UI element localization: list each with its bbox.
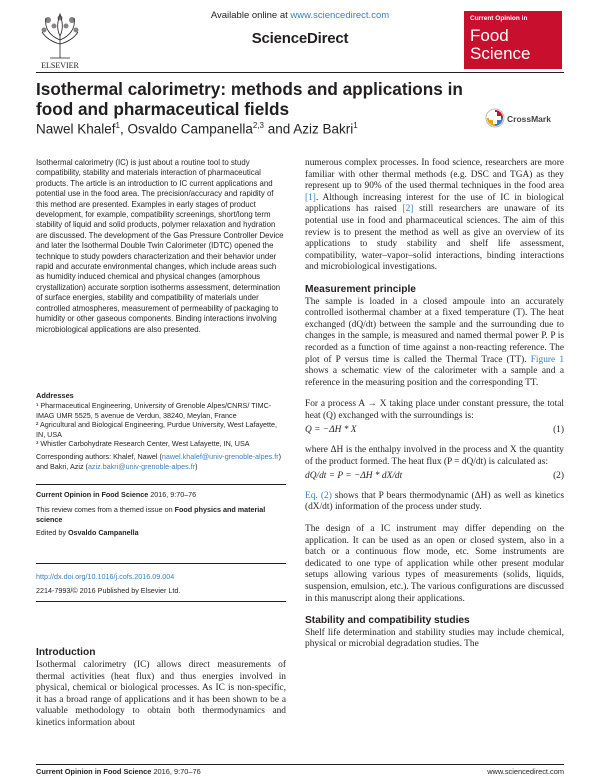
divider [36,563,286,564]
email-link-khalef[interactable]: nawel.khalef@univ-grenoble-alpes.fr [161,452,279,461]
themed-issue-name: Food physics and material science [36,505,266,524]
available-prefix: Available online at [210,10,291,21]
equation-number: (2) [553,471,564,482]
author-affiliation: 1 [115,121,120,130]
corresponding-middle: ) and Bakri, Aziz ( [36,452,282,471]
citation-journal: Current Opinion in Food Science [36,490,149,499]
equation-link[interactable]: Eq. (2) [305,490,332,501]
citation-rest: 2016, 9:70–76 [148,490,197,499]
paragraph-text: The sample is loaded in a closed ampoule into an accurately controlled isothermal chamber at a fixed temperature (T). The heat exchanged (dQ/dt) between the sample and the surrounding due to changes in the sample, is measured and named thermal power P. P is recorded as a function of time against a non-reacting reference. The plot of P versus time is called the Thermal Trace (TT). [305,296,564,365]
abstract [36,158,286,335]
themed-issue-prefix: This review comes from a themed issue on [36,505,175,514]
addresses-heading: Addresses [36,391,74,400]
author-affiliation: 1 [353,121,358,130]
paragraph: where ΔH is the enthalpy involved in the process and X the quantity of the product formed. The heat flux (P = dQ/dt) is calculated as: [305,445,564,467]
journal-badge [464,11,562,69]
elsevier-wordmark: ELSEVIER [41,61,79,70]
editor-name: Osvaldo Campanella [67,528,139,537]
author-separator: and [263,121,294,137]
paragraph-text: still researchers are unaware of its potential use in food and pharmaceutical sciences. The aim of this review is to present the method as well as give an overview of its applications to study stability and shelf life assessment, compatibility, water–vapor–solid interactions, binding interactions and microbiological investigations. [305,204,564,273]
reference-link[interactable]: [2] [402,204,414,215]
section-heading-measurement: Measurement principle [305,283,416,295]
equation-2 [305,471,564,483]
author-name[interactable]: Aziz Bakri [293,121,354,137]
sciencedirect-link[interactable]: www.sciencedirect.com [290,10,390,21]
corresponding-authors [36,452,286,471]
citation-line [36,490,286,499]
themed-issue [36,505,286,524]
paragraph: For a process A → X taking place under constant pressure, the total heat (Q) exchanged with the surroundings is: [305,399,564,421]
paragraph-text: numerous complex processes. In food science, researchers are more familiar with other thermal methods (e.g. DSC and TGA) as they represent up to 90% of the used thermal techniques in the food area [305,158,564,192]
address-item: ² Agricultural and Biological Engineering, Purdue University, West Lafayette, IN, USA [36,420,278,439]
abstract-text: Isothermal calorimetry (IC) is just about a routine tool to study compatibility, stability and materials interaction of pharmaceutical products. The article is an introduction to IC current applications and potential use in the food area. The precision/accuracy and rapidity of this method are presented. Examples in early stages of product development, for example, compatibility screenings, short/long term stability of liquid and solid products, polymer relaxation and hydration are discussed. The development of the Gas Pressure Controller Device and later the Isothermal Double Twin Calorimeter (IDTC) opened the technique to study powders characterization and their behavior under rapid and accurate environmental changes, which include areas such as humidity induced chemical and physical changes (amorphous crystallization) accurate sorption isotherms assessment, determination of surface energies, stability and compatibility of materials under controlled atmospheres, measurement of permeability of packaging to humidity or other gaseous components. Binding interactions involving microbiological applications are also presented. [36,158,284,334]
author-name[interactable]: Nawel Khalef [36,121,116,137]
footer-url[interactable]: www.sciencedirect.com [487,767,564,776]
footer-journal: Current Opinion in Food Science [36,767,152,776]
crossmark-label: CrossMark [507,114,551,124]
paragraph-text: shows that P bears thermodynamic (ΔH) as well as kinetics (dX/dt) information of the process under study. [305,490,564,513]
email-link-bakri[interactable]: aziz.bakri@univ-grenoble-alpes.fr [87,461,196,471]
doi-link[interactable]: http://dx.doi.org/10.1016/j.cofs.2016.09.004 [36,572,175,581]
crossmark-icon [484,107,564,129]
section-heading-introduction: Introduction [36,647,96,658]
paragraph-text: shows a schematic view of the calorimeter with a sample and a reference in the measuring position and the corresponding TT. [305,366,564,388]
journal-badge-science: Science [470,44,531,63]
paragraph [305,158,564,274]
figure-link[interactable]: Figure 1 [530,354,565,365]
paragraph-text: . Although increasing interest for the use of IC in biological applications has raised [305,192,564,215]
footer-citation [36,767,201,776]
edited-by [36,528,286,537]
author-affiliation: 2,3 [252,121,264,130]
equation-1 [305,425,564,437]
footer-divider [36,764,564,765]
address-item: ¹ Pharmaceutical Engineering, University of Grenoble Alpes/CNRS/ TIMC-IMAG UMR 5525, 5 avenue de Verdun, 38240, Meylan, France [36,401,272,420]
corresponding-prefix: Corresponding authors: Khalef, Nawel ( [36,452,162,461]
edited-prefix: Edited by [36,528,68,537]
section-heading-stability: Stability and compatibility studies [305,615,470,627]
platform-name: ScienceDirect [251,30,349,47]
equation-number: (1) [553,425,564,436]
crossmark-badge[interactable] [484,107,564,129]
copyright: 2214-7993/© 2016 Published by Elsevier Ltd. [36,586,181,595]
introduction-text: Isothermal calorimetry (IC) allows direct measurements of thermal activities (heat flux) and thus energies involved in physical, chemical or biological processes. As IC is non-specific, it has a broad range of applications and it has been shown to be a valuable methodology to obtain both thermodynamics and kinetics information about [36,660,286,728]
equation-text: Q = −ΔH * X [305,425,357,436]
author-list [36,121,358,137]
journal-badge-food: Food [470,26,509,45]
paragraph: The design of a IC instrument may differ depending on the application. It can be used as an open or closed system, also in a batch or a continuous flow mode, etc. Some instruments are dedicated to one type of application while other present modular setups allowing various types of measurements (solids, liquids, suspension, emulsion, etc.). The various configurations are discussed in this manuscript along their applications. [305,524,564,604]
paragraph [305,491,564,514]
paragraph: Shelf life determination and stability studies may include chemical, physical or microbial degradation studies. The [305,627,564,650]
author-name[interactable]: Osvaldo Campanella [127,121,253,137]
footer-rest: 2016, 9:70–76 [151,767,201,776]
divider [36,484,286,485]
divider [36,601,286,602]
journal-badge-small: Current Opinion in [470,15,528,22]
address-item: ³ Whistler Carbohydrate Research Center, West Lafayette, IN, USA [36,439,250,449]
right-column [305,158,564,661]
equation-text: dQ/dt = P = −ΔH * dX/dt [305,471,403,482]
paragraph [305,297,564,390]
addresses [36,401,286,449]
corresponding-suffix: ) [195,461,198,471]
journal-badge-title [470,27,530,63]
article-title: Isothermal calorimetry: methods and applications in food and pharmaceutical fields [36,79,463,119]
header-divider [36,72,564,73]
reference-link[interactable]: [1] [305,192,316,203]
author-separator: , [120,121,128,137]
